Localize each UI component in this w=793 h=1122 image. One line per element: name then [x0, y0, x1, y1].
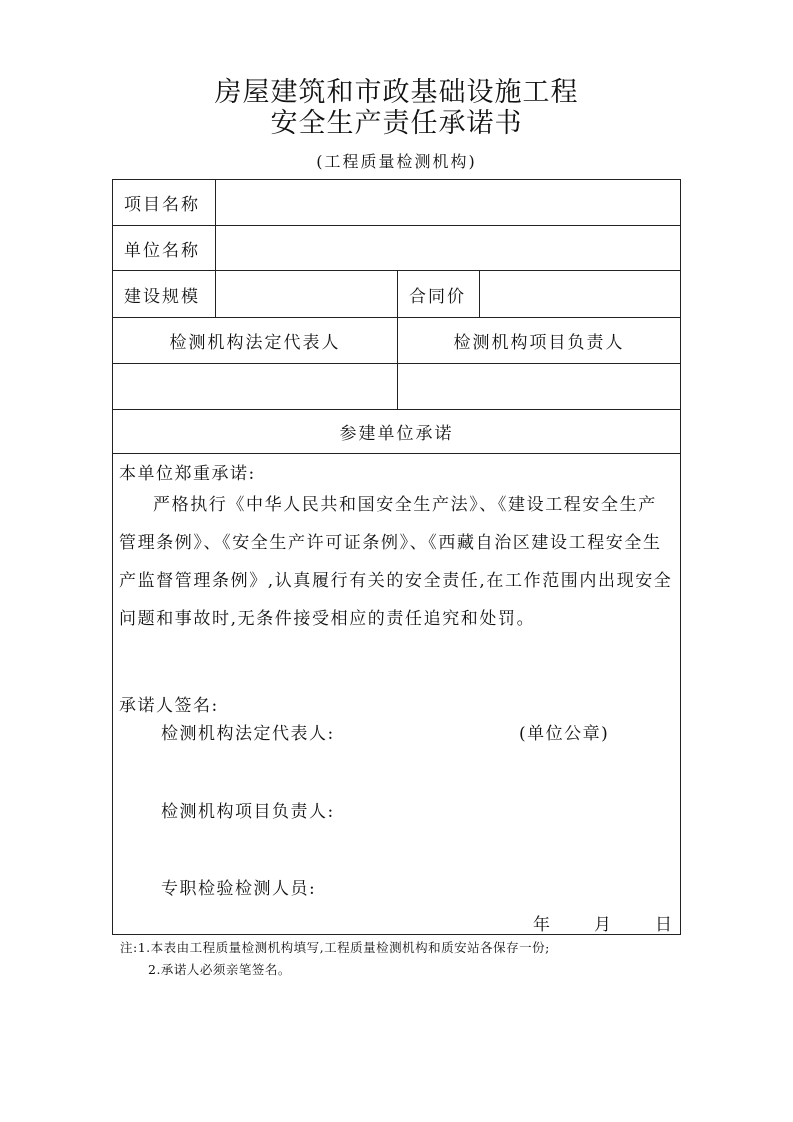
row-unit-name [113, 226, 680, 271]
commitment-body: 严格执行《中华人民共和国安全生产法》、《建设工程安全生产管理条例》、《安全生产许可证条例》、《西藏自治区建设工程安全生产监督管理条例》,认真履行有关的安全责任,在工作范围内出现安全问题和事故时,无条件接受相应的责任追究和处罚。 [119, 495, 673, 629]
row-project-name [113, 180, 680, 226]
sig-project-lead-label: 检测机构项目负责人: [161, 802, 335, 822]
sig-inspector-label: 专职检验检测人员: [161, 879, 317, 899]
document-subtitle: (工程质量检测机构) [316, 152, 477, 171]
note-2: 2.承诺人必须亲笔签名。 [148, 962, 291, 977]
date-year-label: 年 [533, 915, 552, 935]
date-day-label: 日 [655, 915, 674, 935]
document-title-line1: 房屋建筑和市政基础设施工程 [214, 77, 579, 108]
commitment-form [112, 179, 681, 935]
row-section-header [113, 410, 680, 454]
unit-name-field[interactable] [216, 226, 680, 270]
legal-rep-field[interactable] [113, 364, 398, 409]
row-scale-contract [113, 271, 680, 318]
unit-name-label: 单位名称 [113, 226, 216, 270]
scale-field[interactable] [216, 271, 398, 317]
seal-label: (单位公章) [519, 724, 610, 744]
document-title-line2: 安全生产责任承诺书 [270, 108, 523, 139]
project-lead-field[interactable] [398, 364, 680, 409]
contract-price-field[interactable] [480, 271, 680, 317]
project-lead-header: 检测机构项目负责人 [453, 333, 625, 353]
contract-price-label: 合同价 [398, 271, 480, 317]
scale-label: 建设规模 [113, 271, 216, 317]
project-name-label: 项目名称 [113, 180, 216, 225]
row-signatory-values [113, 364, 680, 410]
sig-legal-rep-label: 检测机构法定代表人: [161, 724, 335, 744]
row-signatory-headers [113, 318, 680, 364]
commitment-area [113, 454, 680, 934]
legal-rep-header: 检测机构法定代表人 [113, 318, 398, 363]
date-month-label: 月 [594, 915, 613, 935]
note-1: 注:1.本表由工程质量检测机构填写,工程质量检测机构和质安站各保存一份; [120, 940, 550, 955]
commitment-intro: 本单位郑重承诺: [119, 464, 256, 484]
section-header: 参建单位承诺 [339, 424, 454, 444]
project-name-field[interactable] [216, 180, 680, 225]
signature-label: 承诺人签名: [119, 696, 219, 716]
